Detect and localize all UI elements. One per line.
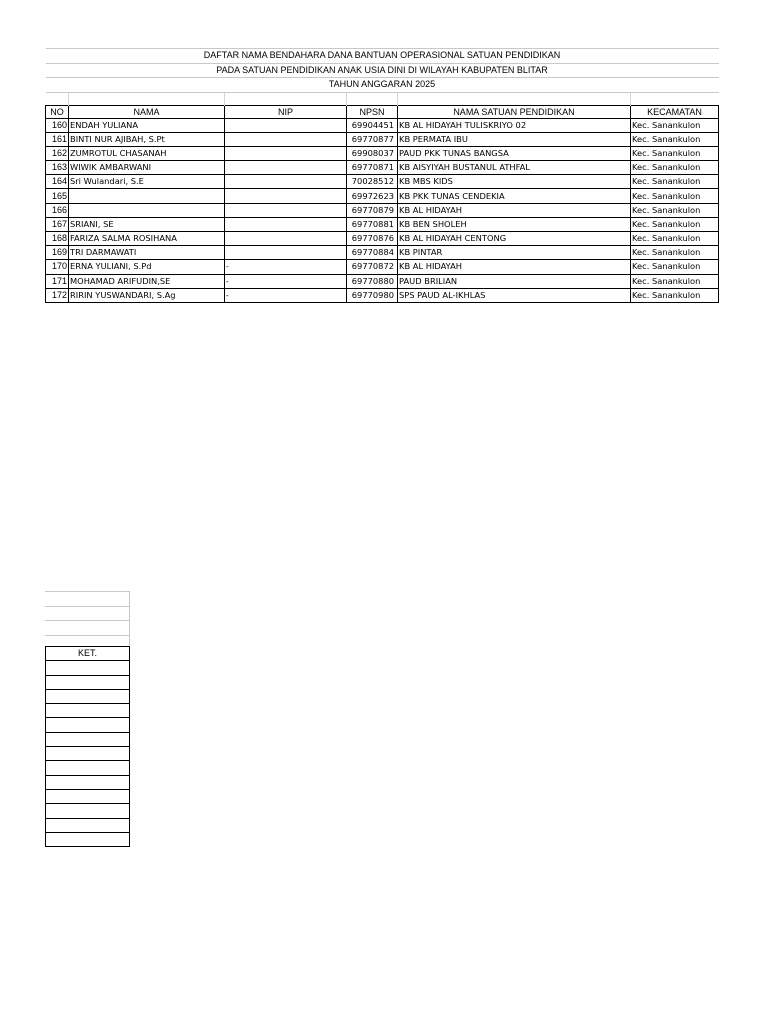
cell-npsn[interactable]: 69770881 (347, 217, 398, 231)
cell-nip[interactable] (225, 161, 347, 175)
cell-nama[interactable]: RIRIN YUSWANDARI, S.Ag (69, 288, 225, 302)
cell-no[interactable]: 160 (46, 118, 69, 132)
ket-cell[interactable] (46, 661, 130, 675)
cell-npsn[interactable]: 69770871 (347, 161, 398, 175)
table-row (46, 146, 719, 160)
cell-no[interactable]: 162 (46, 146, 69, 160)
cell-no[interactable]: 166 (46, 203, 69, 217)
table-row (46, 260, 719, 274)
ket-cell[interactable] (46, 832, 130, 846)
table-row (46, 132, 719, 146)
cell-npsn[interactable]: 69770879 (347, 203, 398, 217)
cell-no[interactable]: 167 (46, 217, 69, 231)
title-line-1: DAFTAR NAMA BENDAHARA DANA BANTUAN OPERASIONAL SATUAN PENDIDIKAN (46, 49, 719, 64)
cell-nama[interactable]: ZUMROTUL CHASANAH (69, 146, 225, 160)
cell-satuan[interactable]: PAUD PKK TUNAS BANGSA (398, 146, 631, 160)
cell-nip[interactable] (225, 217, 347, 231)
cell-nama[interactable]: WIWIK AMBARWANI (69, 161, 225, 175)
bendahara-table (45, 48, 719, 303)
cell-no[interactable]: 168 (46, 232, 69, 246)
cell-npsn[interactable]: 69770980 (347, 288, 398, 302)
table-row (46, 246, 719, 260)
cell-no[interactable]: 164 (46, 175, 69, 189)
cell-nama[interactable]: ERNA YULIANI, S.Pd (69, 260, 225, 274)
ket-cell[interactable] (46, 761, 130, 775)
cell-satuan[interactable]: KB AL HIDAYAH CENTONG (398, 232, 631, 246)
cell-satuan[interactable]: PAUD BRILIAN (398, 274, 631, 288)
cell-nip[interactable] (225, 203, 347, 217)
cell-npsn[interactable]: 69904451 (347, 118, 398, 132)
cell-nama[interactable]: Sri Wulandari, S.E (69, 175, 225, 189)
cell-kecamatan[interactable]: Kec. Sanankulon (631, 132, 719, 146)
cell-kecamatan[interactable]: Kec. Sanankulon (631, 260, 719, 274)
ket-cell[interactable] (46, 818, 130, 832)
cell-kecamatan[interactable]: Kec. Sanankulon (631, 161, 719, 175)
table-row (46, 203, 719, 217)
ket-cell[interactable] (46, 704, 130, 718)
cell-nama[interactable] (69, 203, 225, 217)
cell-satuan[interactable]: KB MBS KIDS (398, 175, 631, 189)
ket-header[interactable]: KET. (46, 647, 130, 661)
cell-npsn[interactable]: 69770880 (347, 274, 398, 288)
cell-kecamatan[interactable]: Kec. Sanankulon (631, 118, 719, 132)
cell-satuan[interactable]: KB PERMATA IBU (398, 132, 631, 146)
cell-nip[interactable] (225, 146, 347, 160)
cell-no[interactable]: 163 (46, 161, 69, 175)
cell-nip[interactable]: - (225, 274, 347, 288)
cell-nama[interactable]: TRI DARMAWATI (69, 246, 225, 260)
cell-kecamatan[interactable]: Kec. Sanankulon (631, 217, 719, 231)
ket-cell[interactable] (46, 747, 130, 761)
header-no[interactable]: NO (46, 105, 69, 118)
blank-row (46, 92, 719, 105)
cell-nip[interactable] (225, 118, 347, 132)
cell-no[interactable]: 171 (46, 274, 69, 288)
cell-nip[interactable]: - (225, 260, 347, 274)
cell-nama[interactable]: FARIZA SALMA ROSIHANA (69, 232, 225, 246)
table-row (46, 175, 719, 189)
cell-no[interactable]: 172 (46, 288, 69, 302)
header-satuan[interactable]: NAMA SATUAN PENDIDIKAN (398, 105, 631, 118)
table-row (46, 118, 719, 132)
cell-nama[interactable]: BINTI NUR AJIBAH, S.Pt (69, 132, 225, 146)
cell-kecamatan[interactable]: Kec. Sanankulon (631, 203, 719, 217)
ket-cell[interactable] (46, 718, 130, 732)
header-row (46, 105, 719, 118)
ket-cell[interactable] (46, 732, 130, 746)
ket-cell[interactable] (46, 689, 130, 703)
cell-no[interactable]: 169 (46, 246, 69, 260)
cell-npsn[interactable]: 69770877 (347, 132, 398, 146)
header-nip[interactable]: NIP (225, 105, 347, 118)
cell-kecamatan[interactable]: Kec. Sanankulon (631, 288, 719, 302)
cell-nip[interactable] (225, 232, 347, 246)
cell-nip[interactable] (225, 246, 347, 260)
header-nama[interactable]: NAMA (69, 105, 225, 118)
table-row (46, 161, 719, 175)
cell-kecamatan[interactable]: Kec. Sanankulon (631, 232, 719, 246)
ket-cell[interactable] (46, 675, 130, 689)
cell-satuan[interactable]: KB PKK TUNAS CENDEKIA (398, 189, 631, 203)
cell-npsn[interactable]: 69770872 (347, 260, 398, 274)
cell-nip[interactable] (225, 132, 347, 146)
cell-satuan[interactable]: KB AL HIDAYAH TULISKRIYO 02 (398, 118, 631, 132)
header-kecamatan[interactable]: KECAMATAN (631, 105, 719, 118)
ket-blank-cells (45, 591, 130, 649)
cell-satuan[interactable]: SPS PAUD AL-IKHLAS (398, 288, 631, 302)
cell-npsn[interactable]: 69770884 (347, 246, 398, 260)
cell-no[interactable]: 170 (46, 260, 69, 274)
cell-nama[interactable] (69, 189, 225, 203)
cell-nip[interactable] (225, 189, 347, 203)
cell-npsn[interactable]: 69908037 (347, 146, 398, 160)
cell-kecamatan[interactable]: Kec. Sanankulon (631, 246, 719, 260)
cell-no[interactable]: 161 (46, 132, 69, 146)
cell-kecamatan[interactable]: Kec. Sanankulon (631, 146, 719, 160)
cell-no[interactable]: 165 (46, 189, 69, 203)
table-row (46, 232, 719, 246)
ket-cell[interactable] (46, 789, 130, 803)
title-line-3: TAHUN ANGGARAN 2025 (46, 78, 719, 93)
table-row (46, 217, 719, 231)
cell-npsn[interactable]: 70028512 (347, 175, 398, 189)
table-row (46, 288, 719, 302)
header-npsn[interactable]: NPSN (347, 105, 398, 118)
cell-satuan[interactable]: KB AL HIDAYAH (398, 203, 631, 217)
cell-nama[interactable]: SRIANI, SE (69, 217, 225, 231)
cell-satuan[interactable]: KB AISYIYAH BUSTANUL ATHFAL (398, 161, 631, 175)
cell-nip[interactable] (225, 175, 347, 189)
cell-npsn[interactable]: 69770876 (347, 232, 398, 246)
cell-kecamatan[interactable]: Kec. Sanankulon (631, 189, 719, 203)
ket-cell[interactable] (46, 775, 130, 789)
cell-nip[interactable]: - (225, 288, 347, 302)
cell-nama[interactable]: ENDAH YULIANA (69, 118, 225, 132)
cell-satuan[interactable]: KB AL HIDAYAH (398, 260, 631, 274)
cell-npsn[interactable]: 69972623 (347, 189, 398, 203)
cell-kecamatan[interactable]: Kec. Sanankulon (631, 175, 719, 189)
ket-cell[interactable] (46, 804, 130, 818)
cell-satuan[interactable]: KB PINTAR (398, 246, 631, 260)
title-line-2: PADA SATUAN PENDIDIKAN ANAK USIA DINI DI WILAYAH KABUPATEN BLITAR (46, 63, 719, 78)
table-row (46, 274, 719, 288)
cell-satuan[interactable]: KB BEN SHOLEH (398, 217, 631, 231)
cell-nama[interactable]: MOHAMAD ARIFUDIN,SE (69, 274, 225, 288)
table-row (46, 189, 719, 203)
ket-table (45, 646, 130, 847)
cell-kecamatan[interactable]: Kec. Sanankulon (631, 274, 719, 288)
